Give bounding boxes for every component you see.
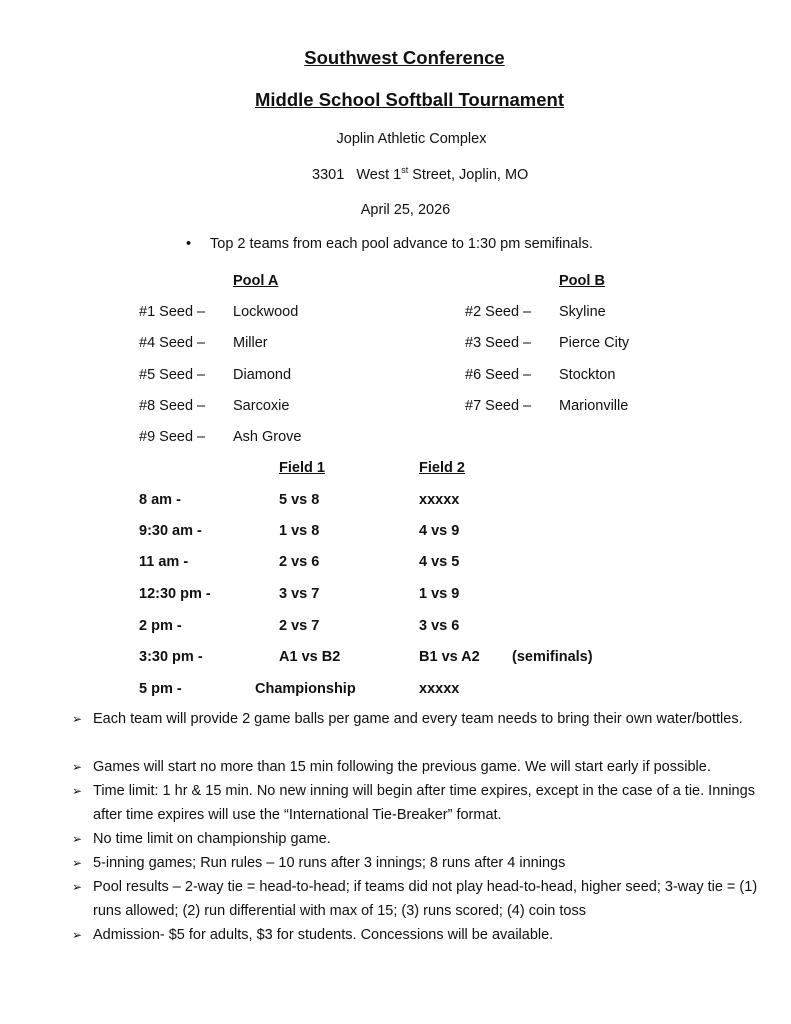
rule-text: Each team will provide 2 game balls per game and every team needs to bring their own water/bottles. — [93, 711, 743, 727]
seed-label: #3 Seed – — [465, 335, 532, 351]
field1-game: 2 vs 7 — [279, 618, 320, 634]
field1-game: 1 vs 8 — [279, 523, 320, 539]
arrow-bullet-icon: ➢ — [72, 928, 83, 942]
arrow-bullet-icon: ➢ — [72, 712, 83, 726]
field2-game: B1 vs A2 — [419, 649, 480, 665]
pool-b-title: Pool B — [559, 273, 605, 289]
game-time: 3:30 pm - — [139, 649, 203, 665]
arrow-bullet-icon: ➢ — [72, 760, 83, 774]
seed-label: #4 Seed – — [139, 335, 206, 351]
game-time: 8 am - — [139, 492, 181, 508]
field1-game: 2 vs 6 — [279, 554, 320, 570]
advance-note: Top 2 teams from each pool advance to 1:30 pm semifinals. — [210, 236, 593, 252]
seed-label: #2 Seed – — [465, 304, 532, 320]
arrow-bullet-icon: ➢ — [72, 856, 83, 870]
address-number: 3301 — [312, 167, 345, 183]
title-tournament: Middle School Softball Tournament — [254, 89, 565, 110]
pool-a-title: Pool A — [233, 273, 279, 289]
game-time: 5 pm - — [139, 681, 182, 697]
seed-label: #5 Seed – — [139, 367, 206, 383]
seed-label: #7 Seed – — [465, 398, 532, 414]
team-name: Stockton — [559, 367, 616, 383]
arrow-bullet-icon: ➢ — [72, 832, 83, 846]
team-name: Marionville — [559, 398, 629, 414]
field1-game: A1 vs B2 — [279, 649, 341, 665]
rule-text: No time limit on championship game. — [93, 831, 331, 847]
seed-label: #1 Seed – — [139, 304, 206, 320]
seed-label: #9 Seed – — [139, 429, 206, 445]
game-time: 9:30 am - — [139, 523, 202, 539]
field1-game: Championship — [255, 681, 356, 697]
game-time: 11 am - — [139, 554, 189, 570]
field2-game: xxxxx — [419, 492, 460, 508]
seed-label: #8 Seed – — [139, 398, 206, 414]
address — [312, 166, 528, 184]
seed-label: #6 Seed – — [465, 367, 532, 383]
team-name: Diamond — [233, 367, 292, 383]
field2-game: 4 vs 5 — [419, 554, 460, 570]
game-time: 12:30 pm - — [139, 586, 211, 602]
bullet-icon: • — [186, 236, 192, 252]
arrow-bullet-icon: ➢ — [72, 784, 83, 798]
field1-header: Field 1 — [279, 460, 325, 476]
field2-game: 4 vs 9 — [419, 523, 460, 539]
team-name: Sarcoxie — [233, 398, 290, 414]
venue: Joplin Athletic Complex — [336, 131, 487, 147]
field2-header: Field 2 — [419, 460, 465, 476]
team-name: Ash Grove — [233, 429, 302, 445]
arrow-bullet-icon: ➢ — [72, 880, 83, 894]
team-name: Lockwood — [233, 304, 299, 320]
field1-game: 5 vs 8 — [279, 492, 320, 508]
address-street: West 1st Street, Joplin, MO — [356, 165, 529, 183]
game-note: (semifinals) — [512, 649, 593, 665]
field1-game: 3 vs 7 — [279, 586, 320, 602]
date: April 25, 2026 — [360, 202, 451, 218]
field2-game: 1 vs 9 — [419, 586, 460, 602]
title-conference: Southwest Conference — [304, 47, 505, 68]
rule-text: Time limit: 1 hr & 15 min. No new inning will begin after time expires, except in the case of a tie. Innings after time expires will use the “International Tie-Breaker” format. — [93, 783, 755, 823]
team-name: Pierce City — [559, 335, 630, 351]
game-time: 2 pm - — [139, 618, 182, 634]
field2-game: 3 vs 6 — [419, 618, 460, 634]
rule-text: 5-inning games; Run rules – 10 runs after 3 innings; 8 runs after 4 innings — [93, 855, 566, 871]
rule-text: Admission- $5 for adults, $3 for students. Concessions will be available. — [93, 927, 554, 943]
team-name: Skyline — [559, 304, 606, 320]
rule-text: Games will start no more than 15 min following the previous game. We will start early if possible. — [93, 759, 711, 775]
team-name: Miller — [233, 335, 268, 351]
rule-text: Pool results – 2-way tie = head-to-head; if teams did not play head-to-head, higher seed; 3-way tie = (1) runs allowed; (2) run differential with max of 15; (3) runs scored; (4) coin toss — [93, 879, 758, 919]
field2-game: xxxxx — [419, 681, 460, 697]
